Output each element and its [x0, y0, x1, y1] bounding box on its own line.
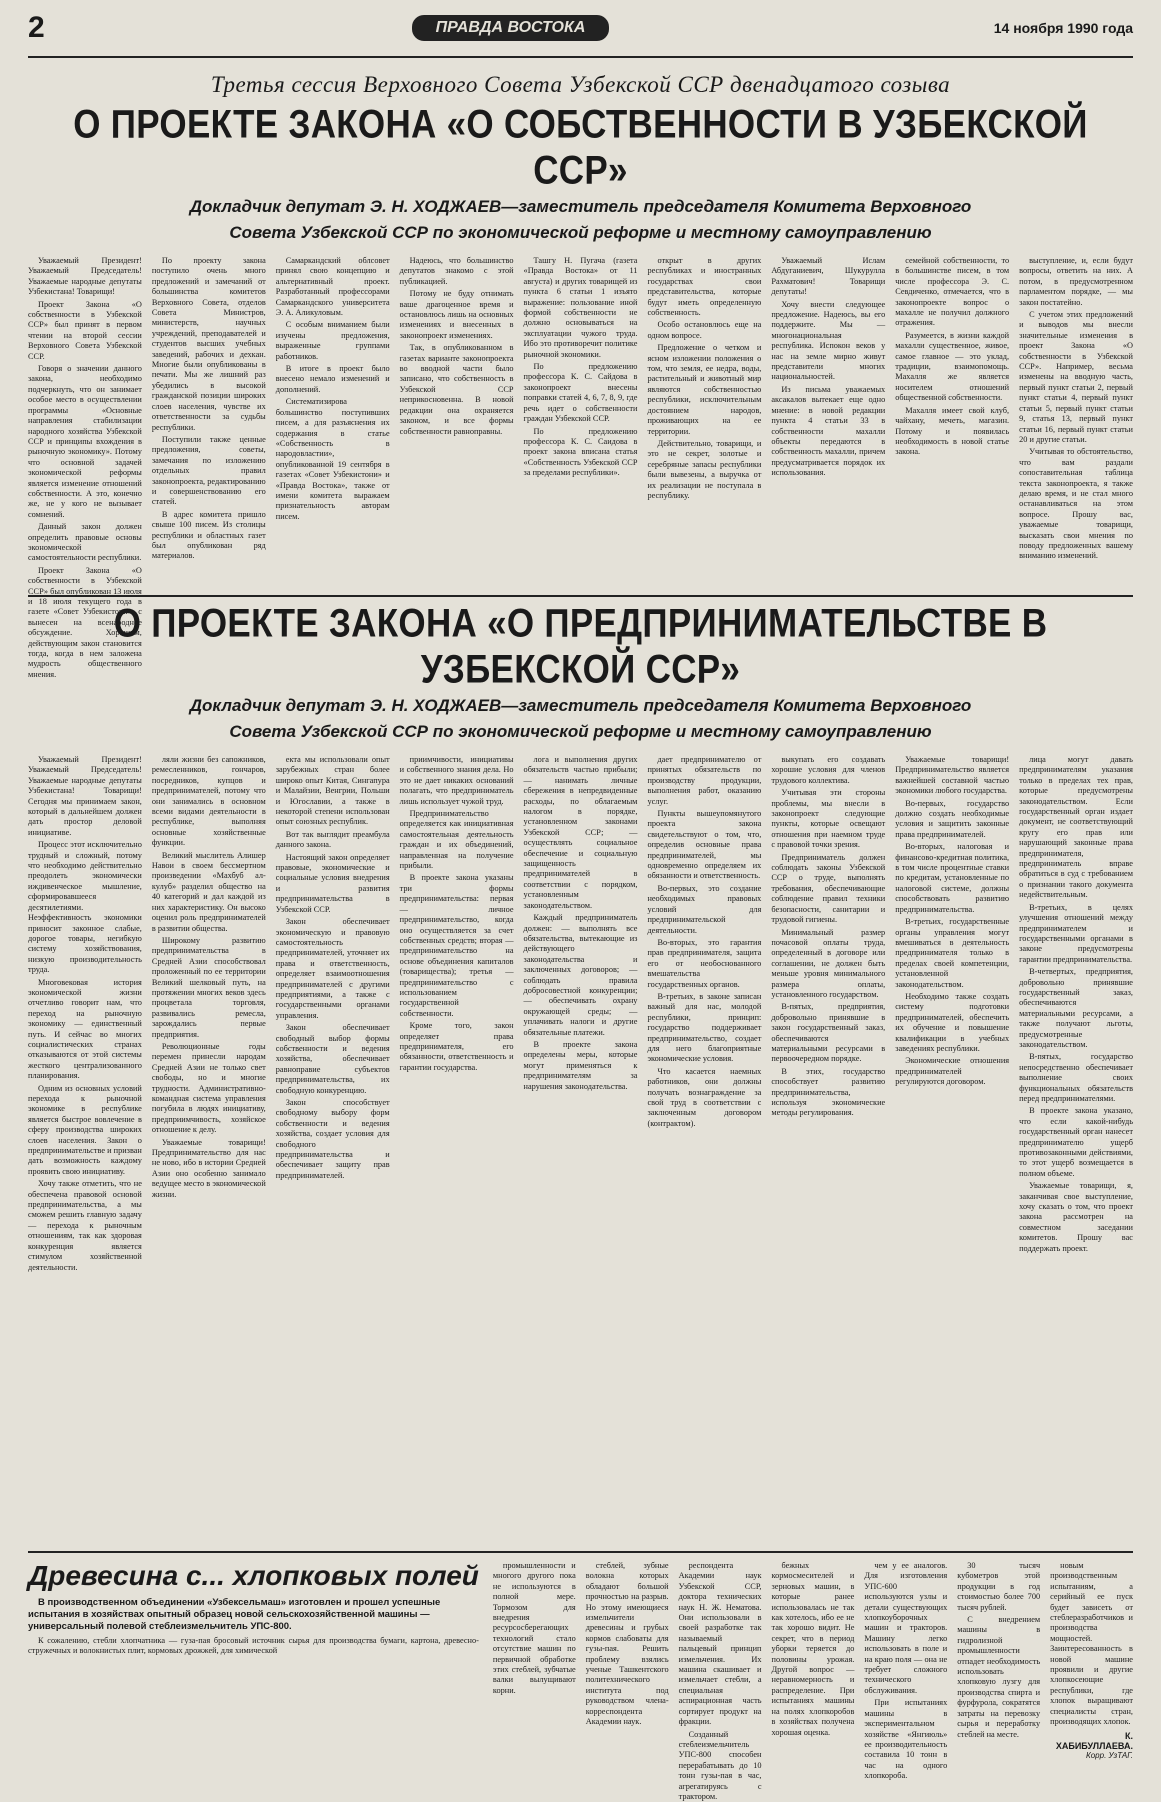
newspaper-name: ПРАВДА ВОСТОКА	[412, 15, 610, 41]
issue-date: 14 ноября 1990 года	[993, 20, 1133, 36]
text-column: выступление, и, если будут вопросы, ответить на них. А потом, в предусмотренном парламентом порядке, — мы закон постатейно. С учетом этих предложений и выводов мы внесли значительные изменения в проект Закона «О собственности в Узбекской ССР». Например, весьма изменены на вводную часть, первый пункт статьи 2, первый пункт статьи 4, первый пункт статьи 5, первый пункт статьи 9, статья 13, первый пункт статьи 16, первый пункт статьи 20 и другие статьи. Учитывая то обстоятельство, что вам раздали сопоставительная таблица текста законопроекта, я также делаю время, и не стал много останавливаться на этом вопросе. Прошу вас, уважаемые товарищи, высказать свои мнения по поводу предложенных вашему вниманию изменений.	[1019, 256, 1133, 561]
article-headline: Древесина с... хлопковых полей	[28, 1560, 479, 1591]
article-reporter: Докладчик депутат Э. Н. ХОДЖАЕВ—заместитель председателя Комитета Верховного Совета Узбекской ССР по экономической реформе и местному самоуправлению	[189, 197, 972, 242]
article-headline: О ПРОЕКТЕ ЗАКОНА «О СОБСТВЕННОСТИ В УЗБЕКСКОЙ ССР»	[73, 102, 1088, 193]
text-column: екта мы использовали опыт зарубежных стран более широко опыт Китая, Сингапура и Малайзии, Венгрии, Польши и Югославии, а также в некоторой степени использован опыт союзных республик. Вот так выглядит преамбула данного закона. Настоящий закон определяет правовые, экономические и социальные условия внедрения и развития предпринимательства в Узбекской ССР. Закон обеспечивает экономическую и правовую самостоятельность предпринимателей, уточняет их права и ответственность, определяет взаимоотношения предпринимателей с другими предприятиями, а также с государственными органами управления. Закон обеспечивает свободный выбор формы собственности и ведения хозяйства, обеспечивает равноправие субъектов предпринимательства, их свободную конкуренцию. Закон способствует свободному выбору форм собственности и ведения хозяйства, создает условия для свободного предпринимательства и обеспечивает защиту прав предпринимателей.	[275, 755, 390, 1180]
text-column: респондента Академии наук Узбекской ССР, доктора технических наук Н. Ж. Нематова. Они использовали в своей разработке так называемый пальцевый принцип измельчения. Их машина скашивает и измельчает стебли, а специальная аспирационная часть сортирует продукт на фракции. Созданный стеблеизмельчитель УПС-800 способен перерабатывать до 10 тонн гузы-пая в час, агрегатируясь с трактором.	[678, 1561, 762, 1801]
text-column: бежных кормосмесителей и зерновых машин, в которые ранее использовалась не так как хотелось, ибо ее не так хорошо видит. Не секрет, что в период уборки теряется до половины урожая. Другой вопрос — неравномерность и распределение. При испытаниях машины на полях хлопкоробов в хозяйствах получена хорошая оценка.	[771, 1561, 855, 1737]
section-divider	[28, 1551, 1133, 1553]
text-column: выкупать его создавать хорошие условия для членов трудового коллектива. Учитывая эти стороны проблемы, мы внесли в законопроект следующие пункты, которые освещают отношения при наемном труде с правовой точки зрения. Предприниматель должен соблюдать законы Узбекской ССР о труде, выполнять требования, обеспечивающие соблюдение правил техники безопасности, санитарии и трудовой гигиены. Минимальный размер почасовой оплаты труда, определенный в договоре или соглашении, не должен быть меньше уровня минимального размера оплаты, установленного государством. В-пятых, предприятия, добровольно принявшие в закон государственный заказ, обеспечиваются материальными ресурсами в первоочередном порядке. В этих, государство способствует развитию предпринимательства, используя экономические методы регулирования.	[771, 755, 886, 1118]
text-column: Уважаемый Президент! Уважаемый Председатель! Уважаемые народные депутаты Узбекистана! Товарищи! Проект Закона «О собственности в Узбекской ССР» был принят в первом чтении на второй сессии Верховного Совета Узбекской ССР. Говоря о значении данного закона, необходимо подчеркнуть, что он занимает особое место в осуществлении программы «Основные направления стабилизации народного хозяйства Узбекской ССР и принципы вхождения в рыночную экономику». Потому что основной задачей экономической реформы является изменение отношений собственности. А это, конечно же, не у кого не вызывает сомнений. Данный закон должен определить правовые основы экономической самостоятельности республики. Проект Закона «О собственности в Узбекской ССР» был опубликован 13 июля и 18 июля текущего года в газете «Совет Узбекистони», с вынесен на всенародное обсуждение. Хорошим, действующим закон становится тогда, когда в нем заложена мудрость общественного мнения.	[28, 256, 142, 679]
article-columns	[28, 755, 1133, 1547]
text-column: 30 тысяч кубометров этой продукции в год стоимостью более 700 тысяч рублей. С внедрением машины в гидролизной промышленности отпадет необходимость использовать хлопковую лузгу для производства спирта и фурфурола, сократятся затраты на перевозку сырья и переработку стеблей на месте.	[957, 1561, 1041, 1739]
text-column: лица могут давать предпринимателям указания только в пределах тех прав, которые предусмотрены законодательством. Если государственный орган издает документ, не соответствующий кругу его прав или нарушающий законные права предпринимателя, предприниматель вправе обратиться в суд с требованием о признании такого документа недействительным. В-третьих, в целях улучшения отношений между предпринимателем и государственными органами в законе предусмотрены гарантии предпринимательства. В-четвертых, предприятия, добровольно принявшие государственный заказ, обеспечиваются материальными ресурсами, а также получают льготы, предусмотренные законодательством. В-пятых, государство непосредственно обеспечивает выполнение своих функциональных обязательств перед предпринимателями. В проекте закона указано, что если какой-нибудь государственный орган нанесет предпринимателю ущерб противозаконными действиями, то этот ущерб возмещается в полном объеме. Уважаемые товарищи, я, заканчивая свое выступление, хочу сказать о том, что проект закона рассмотрен на совместном заседании комитетов. Прошу вас поддержать проект.	[1019, 755, 1133, 1253]
text-column: дает предпринимателю от принятых обязательств по производству продукции, выполнения работ, оказанию услуг. Пункты вышеупомянутого проекта закона свидетельствуют о том, что, определив основные права предпринимателей, мы одновременно определяем их обязанности и ответственность. Во-первых, это создание необходимых правовых условий для предпринимательской деятельности. Во-вторых, это гарантия прав предпринимателя, защита его от необоснованного вмешательства государственных органов. В-третьих, в законе записан важный для нас, молодой республики, принцип: государство поддерживает предпринимательство, создает для него благоприятные экономические условия. Что касается наемных работников, они должны получать вознаграждение за свой труд в соответствии с заключенным договором (контрактом).	[647, 755, 762, 1128]
text-column: чем у ее аналогов. Для изготовления УПС-600 используются узлы и детали существующих хлопкоуборочных машин и тракторов. Машину легко использовать в поле и на краю поля — она не требует сложного технического обслуживания. При испытаниях машины в экспериментальном хозяйстве «Янгиюль» ее производительность составила 10 тонн в час на одного хлопкороба.	[864, 1561, 948, 1781]
article-lead: В производственном объединении «Узбексельмаш» изготовлен и прошел успешные испытания в хозяйствах опытный образец новой сельскохозяйственной машины — универсальный полевой стеблеизмельчитель УПС-800.	[28, 1597, 441, 1632]
article-reporter: Докладчик депутат Э. Н. ХОДЖАЕВ—заместитель председателя Комитета Верховного Совета Узбекской ССР по экономической реформе и местному самоуправлению	[189, 696, 972, 741]
masthead	[28, 0, 1133, 58]
session-title: Третья сессия Верховного Совета Узбекской ССР двенадцатого созыва	[210, 72, 951, 97]
text-column: приимчивости, инициативы и собственного знания дела. Но это не дает никаких оснований полагать, что предприниматель лишь использует чужой труд. Предпринимательство определяется как инициативная самостоятельная деятельность граждан и их объединений, направленная на получение прибыли. В проекте закона указаны три формы предпринимательства: первая — личное предпринимательство, когда оно осуществляется за счет собственных средств; вторая — предпринимательство на основе объединения капиталов (товарищества); третья — предпринимательство с использованием государственной собственности. Кроме того, закон определяет права предпринимателя, его обязанности, ответственность и гарантии государства.	[399, 755, 514, 1072]
article-intro	[28, 1561, 479, 1761]
article-entrepreneurship-law	[28, 601, 1133, 1547]
text-column: стеблей, зубные волокна которых обладают большой прочностью на разрыв. Но этому имеющиеся измельчители древесины и грубых кормов слабоваты для гузы-пая. Решить проблему взялись ученые Ташкентского политехнического института под руководством члена-корреспондента Академии наук.	[585, 1561, 669, 1727]
text-column: Уважаемый Президент! Уважаемый Председатель! Уважаемые народные депутаты Узбекистана! Товарищи! Сегодня мы принимаем закон, который в дальнейшем должен дать простор деловой инициативе. Процесс этот исключительно трудный и сложный, потому что необходимо действительно преодолеть экономически иждивенческое мышление, сформировавшееся десятилетиями. Неэффективность экономики приносит законное слабые, дорогое товары, негибкую систему хозяйствования, низкую производительность труда. Многовековая история экономической жизни отчетливо говорит нам, что переход на рыночную экономику — единственный путь. И сейчас во многих социалистических странах отказываются от этой системы жесткого централизованного планирования. Одним из основных условий перехода к рыночной экономике в республике является быстрое вовлечение в сферу производства широких слоев населения. Закон о предпринимательстве и призван дать возможность каждому проявить свою инициативу. Хочу также отметить, что не обеспечена правовой основой предпринимательства, а мы сможем решить главную задачу — перехода к рыночным отношениям, так как здоровая конкуренция является стимулом хозяйственной деятельности.	[28, 755, 142, 1272]
text-column: Уважаемый Ислам Абдуганиевич, Шукурулла Рахматович! Товарищи депутаты! Хочу внести следующее предложение. Надеюсь, вы его поддержите. Мы — многонациональная республика. Испокон веков у нас на земле мирно живут представители многих национальностей. Из письма уважаемых аксакалов вытекает еще одно мнение: в новой редакции пункта 4 статьи 33 в собственности махалли объекты передаются в собственность махалли, причем предусматривается порядок их использования.	[771, 256, 886, 478]
text-column: открыт в других республиках и иностранных государствах свои представительства, которые будут иметь определенную собственность. Особо остановлюсь еще на одном вопросе. Предложение о четком и ясном изложении положения о том, что земля, ее недра, воды, растительный и животный мир являются собственностью республики, исключительным достоянием народов, проживающих на ее территории. Действительно, товарищи, и это не секрет, золотые и серебряные запасы республики были вывезены, а выручка от их реализации не поступала в республику.	[647, 256, 762, 500]
text-column: семейной собственности, то в большинстве писем, в том числе профессора Э. С. Севдиченко, отмечается, что в законопроекте вопрос о махалле не получил должного отражения. Разумеется, в жизни каждой махалли существенное, живое, самое главное — это уклад, традиции, взаимопомощь. Махалля же является носителем отношений общественной собственности. Махалля имеет свой клуб, чайхану, мечеть, магазин. Потому и появилась необходимость в новой статье закона.	[895, 256, 1010, 457]
text-column: Надеюсь, что большинство депутатов знакомо с этой публикацией. Потому не буду отнимать ваше драгоценное время и остановлюсь лишь на основных изменениях и внесенных в законопроект изменениях. Так, в опубликованном в газетах варианте законопроекта во вводной части было записано, что собственность в Узбекской ССР неприкосновенна. В новой редакции она охраняется законом, и все формы собственности равноправны.	[399, 256, 514, 436]
text-column: Самаркандский облсовет принял свою концепцию и альтернативный проект. Разработанный профессорами Самаркандского университета Э. А. Аликуловым. С особым вниманием были изучены предложения, выраженные группами работников. В итоге в проект было внесено немало изменений и дополнений. Систематизирова большинство поступивших писем, а для разъяснения их содержания в статье «Собственность в народовластии», опубликованной 19 сентября в газетах «Совет Узбекистони» и «Правда Востока», также от имени комитета выражаем признательность авторам писем.	[275, 256, 390, 521]
article-lead-text: К сожалению, стебли хлопчатника — гуза-пая бросовый источник сырья для производства бумаги, картона, древесно-стружечных и волокнистых плит, кормовых дрожжей, для химической	[28, 1636, 479, 1656]
text-column: новым производственным испытаниям, а серийный ее пуск будет зависеть от стеблеразработчиков и производства мощностей. Заинтересованность в новой машине проявили и другие хлопкосеющие республики, где хлопок выращивают специалисты стран, производящих хлопок. К. ХАБИБУЛЛАЕВА. Корр. УзТАГ.	[1050, 1561, 1133, 1761]
article-cotton-wood	[28, 1560, 1133, 1801]
text-column: По проекту закона поступило очень много предложений и замечаний от большинства комитетов Верховного Совета, отделов Совета Министров, министерств, научных учреждений, преподавателей и студентов высших учебных заведений, рабочих и дехкан. Многие были опубликованы в печати. Мы же лишний раз убедились в высокой гражданской позиции широких слоев населения, чувстве их ответственности за судьбы республики. Поступили также ценные предложения, советы, замечания по изложению отдельных правил законопроекта, редактированию и совершенствованию его статей. В адрес комитета пришло свыше 100 писем. Из столицы республики и областных газет был опубликован ряд материалов.	[151, 256, 266, 561]
author-name: К. ХАБИБУЛЛАЕВА.	[1055, 1730, 1133, 1751]
text-column: промышленности и многого другого пока не используются в полной мере. Тормозом для внедрения ресурсосберегающих технологий стало отсутствие машин по первичной обработке этих стеблей, зубчатые валки вылущивают корни.	[492, 1561, 576, 1695]
page-number: 2	[28, 11, 45, 44]
article-headline: О ПРОЕКТЕ ЗАКОНА «О ПРЕДПРИНИМАТЕЛЬСТВЕ В УЗБЕКСКОЙ ССР»	[113, 601, 1048, 692]
article-signature	[1050, 1731, 1133, 1762]
text-column: Ташгу Н. Пугача (газета «Правда Востока» от 11 августа) и других товарищей из пункта 6 статьи 1 изъято выражение: пользование иной формой собственности не должно основываться на эксплуатации чужого труда. Ибо это противоречит политике рыночной экономики. По предложению профессора К. С. Сайдова в законопроект внесены поправки статей 4, 6, 7, 8, 9, где речь идет о собственности граждан Узбекской ССР. По предложению профессора К. С. Саидова в проект закона вписана статья «Собственность Узбекской ССР за пределами республики».	[523, 256, 638, 478]
text-column: лога и выполнения других обязательств частью прибыли; — нанимать личные сбережения в непредвиденные расходы, по облагаемым налогом в порядке, установленном законами Узбекской ССР; — осуществлять социальное обеспечение и социальную защищенность предпринимателей в соответствии с порядком, установленным законодательством. Каждый предприниматель должен: — выполнять все обязательства, вытекающие из действующего законодательства и заключенных договоров; — соблюдать правила добросовестной конкуренции; — обеспечивать охрану окружающей среды; — уплачивать налоги и другие обязательные платежи. В проекте закона определены меры, которые могут применяться к предпринимателям за нарушения законодательства.	[523, 755, 638, 1091]
author-role: Корр. УзТАГ.	[1086, 1751, 1133, 1761]
article-columns	[492, 1561, 1133, 1801]
text-column: ляли жизни без сапожников, ремесленников, гончаров, посредников, купцов и предпринимателей, потому что они занимались в основном всеми видами деятельности в республике, выполняя основные хозяйственные функции. Великий мыслитель Алишер Навои в своем бессмертном произведении «Махбуб ал-кулуб» разделил общество на 40 категорий и дал каждой из них характеристику. Он высоко оценил роль предпринимателей в развитии общества. Широкому развитию предпринимательства в Средней Азии способствовал проложенный по ее территории Великий шелковый путь, на протяжении многих веков здесь процветала торговля, развивались ремесла, зарождались первые предприятия. Революционные годы перемен принесли народам Средней Азии не только свет свободы, но и многие трудности. Административно-командная система управления погубила в людях инициативу, предприимчивость, хозяйское отношение к делу. Уважаемые товарищи! Предпринимательство для нас не ново, ибо в истории Средней Азии оно особенно занимало ведущее место в экономической жизни.	[151, 755, 266, 1199]
text-column: Уважаемые товарищи! Предпринимательство является важнейшей составной частью экономики любого государства. Во-первых, государство должно создать необходимые условия и защитить законные права предпринимателей. Во-вторых, налоговая и финансово-кредитная политика, в том числе процентные ставки по кредитам, установленные по налоговой системе, должны способствовать развитию предпринимательства. В-третьих, государственные органы управления могут вмешиваться в деятельность предпринимателя только в пределах своей компетенции, установленной законодательством. Необходимо также создать систему подготовки предпринимателей, обеспечить их обучение и повышение квалификации в учебных заведениях республики. Экономические отношения предпринимателей регулируются договором.	[895, 755, 1010, 1087]
